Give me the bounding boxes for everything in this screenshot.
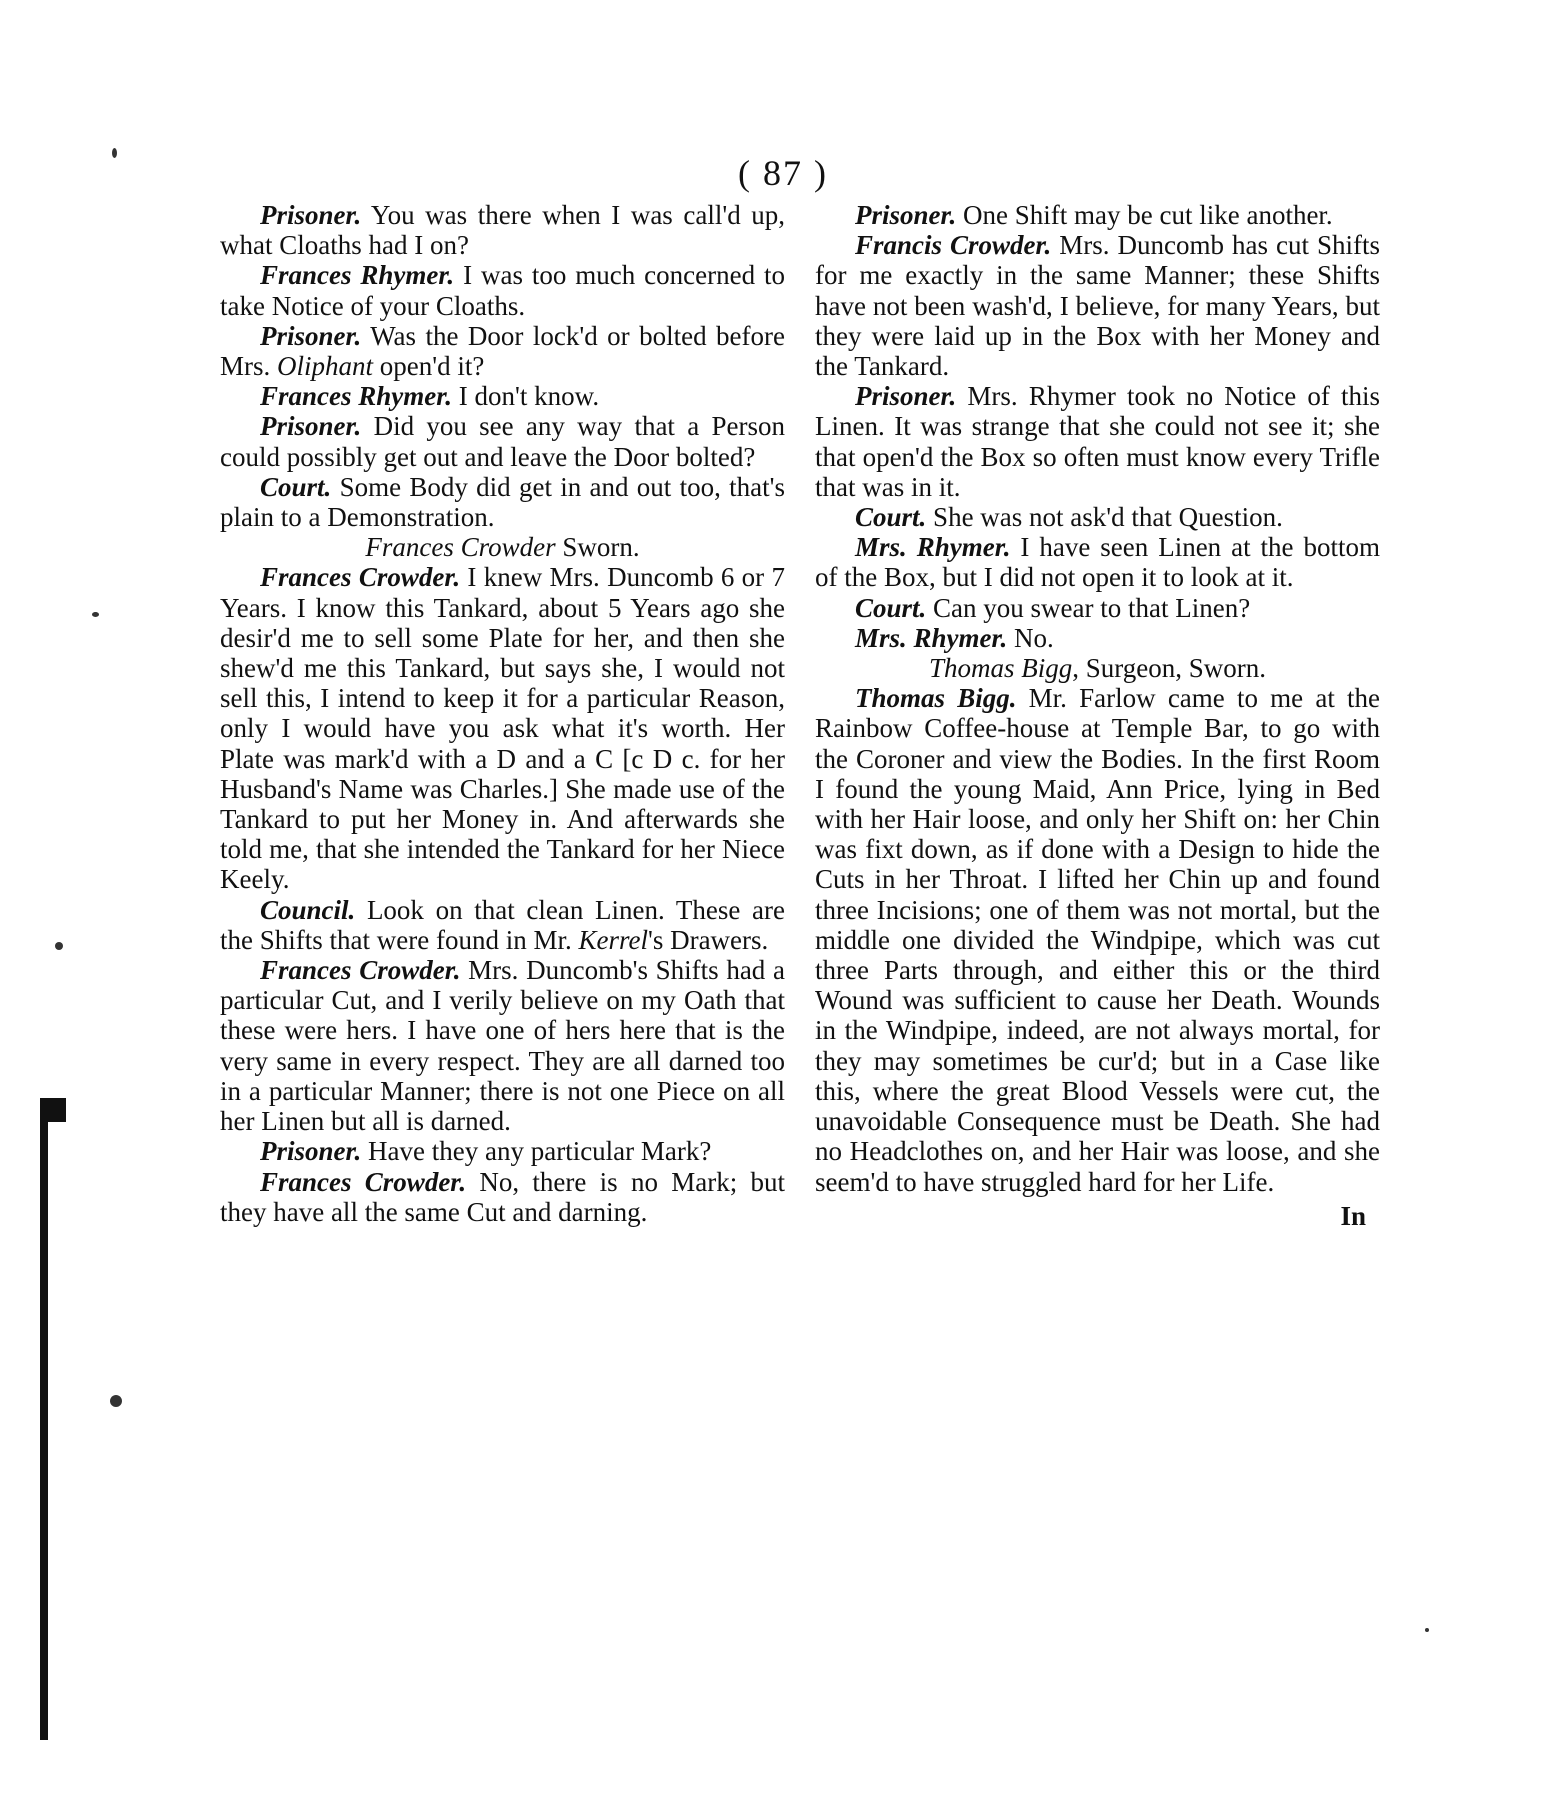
testimony-text: Did you see any way that a Person could possibly get out and leave the Door bolted? [220,411,785,472]
testimony-paragraph [220,1136,785,1166]
testimony-paragraph [220,321,785,381]
italic-name: Thomas Bigg [928,653,1073,684]
testimony-paragraph [220,200,785,260]
witness-sworn-heading [220,532,785,562]
testimony-text: One Shift may be cut like another. [956,200,1333,230]
testimony-text-tail: , Surgeon, Sworn. [1072,653,1267,684]
testimony-text: Have they any particular Mark? [361,1136,712,1167]
speaker-name: Court. [260,471,332,502]
testimony-paragraph [815,532,1380,592]
speaker-name: Prisoner. [260,411,362,442]
testimony-text: Mrs. Rhymer took no Notice of this Linen. It was strange that she could not see it; she that open'd the Box so often must know every Trifle that was in it. [815,381,1380,502]
testimony-text: Mrs. Duncomb's Shifts had a particular Cut, and I verily believe on my Oath that these were hers. I have one of hers here that is the very same in every respect. They are all darned too in a particular Manner; there is not one Piece on all her Linen but all is darned. [220,955,785,1137]
ink-speck [110,1395,122,1407]
testimony-text: Mr. Farlow came to me at the Rainbow Coffee-house at Temple Bar, to go with the Coroner and view the Bodies. In the first Room I found the young Maid, Ann Price, lying in Bed with her Hair loose, and only her Shift on: her Chin was fixt down, as if done with a Design to hide the Cuts in her Throat. I lifted her Chin up and found three Incisions; one of them was not mortal, but the middle one divided the Windpipe, which was cut three Parts through, and either this or the third Wound was sufficient to cause her Death. Wounds in the Windpipe, indeed, are not always mortal, for they may sometimes be cur'd; but in a Case like this, where the great Blood Vessels were cut, the unavoidable Consequence must be Death. She had no Headclothes on, and her Hair was loose, and she seem'd to have struggled hard for her Life. [815,683,1380,1197]
testimony-text: No. [1007,622,1054,653]
speaker-name: Prisoner. [260,320,362,351]
ink-speck [92,612,99,617]
testimony-paragraph [220,472,785,532]
testimony-text: I knew Mrs. Duncomb 6 or 7 Years. I know this Tankard, about 5 Years ago she desir'd me to sell some Plate for her, and then she shew'd me this Tankard, but says she, I would not sell this, I intend to keep it for a particular Reason, only I would have you ask what it's worth. Her Plate was mark'd with a D and a C [c D c. for her Husband's Name was Charles.] She made use of the Tankard to put her Money in. And afterwards she told me, that she intended the Tankard for her Niece Keely. [220,562,785,895]
testimony-text: Some Body did get in and out too, that's plain to a Demonstration. [220,471,785,533]
speaker-name: Court. [855,502,927,533]
speaker-name: Court. [855,592,927,623]
right-column [815,200,1380,1231]
testimony-text: I have seen Linen at the bottom of the Box, but I did not open it to look at it. [815,532,1380,593]
speaker-name: Mrs. Rhymer. [855,532,1011,563]
speaker-name: Francis Crowder. [855,230,1052,261]
speaker-name: Frances Crowder. [260,955,461,986]
testimony-paragraph [220,562,785,894]
page-number: ( 87 ) [738,153,828,193]
testimony-text-tail: open'd it? [373,351,485,382]
testimony-paragraph [815,502,1380,532]
testimony-text-tail: 's Drawers. [647,924,769,955]
speaker-name: Council. [260,894,356,925]
testimony-paragraph [815,230,1380,381]
testimony-text: You was there when I was call'd up, what Cloaths had I on? [220,200,785,261]
speaker-name: Frances Crowder. [260,1166,467,1197]
catchword: In [1340,1200,1366,1231]
speaker-name: Thomas Bigg. [855,683,1017,714]
left-column [220,200,785,1227]
testimony-paragraph [815,623,1380,653]
speaker-name: Prisoner. [260,200,362,230]
ink-speck [55,942,63,950]
speaker-name: Frances Crowder. [260,562,461,593]
testimony-paragraph [815,381,1380,502]
witness-sworn-heading [815,653,1380,683]
testimony-paragraph [220,955,785,1136]
speaker-name: Frances Rhymer. [260,260,455,291]
testimony-text: Mrs. Duncomb has cut Shifts for me exactly in the same Manner; these Shifts have not been wash'd, I believe, for many Years, but they were laid up in the Box with her Money and the Tankard. [815,230,1380,382]
speaker-name: Mrs. Rhymer. [855,622,1008,653]
italic-name: Oliphant [277,351,374,382]
testimony-paragraph [815,200,1380,230]
speaker-name: Prisoner. [260,1136,362,1167]
testimony-text: I was too much concerned to take Notice of your Cloaths. [220,260,785,321]
testimony-paragraph [220,411,785,471]
testimony-text: Look on that clean Linen. These are the Shifts that were found in Mr. [220,894,785,955]
testimony-text: She was not ask'd that Question. [926,502,1283,533]
italic-name: Kerrel [578,924,648,955]
italic-name: Frances Crowder [365,532,556,563]
testimony-paragraph [220,381,785,411]
testimony-paragraph [220,260,785,320]
testimony-paragraph [815,593,1380,623]
testimony-paragraph [220,1167,785,1227]
speaker-name: Prisoner. [855,200,957,230]
testimony-text: Was the Door lock'd or bolted before Mrs. [220,320,785,382]
testimony-text: Can you swear to that Linen? [926,592,1251,623]
testimony-text: No, there is no Mark; but they have all the same Cut and darning. [220,1166,785,1227]
testimony-paragraph [220,895,785,955]
speaker-name: Frances Rhymer. [260,381,453,412]
binding-edge-notch [40,1098,66,1122]
testimony-text-tail: Sworn. [555,532,640,563]
ink-speck [1425,1628,1429,1632]
speaker-name: Prisoner. [855,381,957,412]
binding-edge-mark [40,1100,48,1740]
testimony-text: I don't know. [452,381,600,412]
testimony-paragraph [815,683,1380,1196]
